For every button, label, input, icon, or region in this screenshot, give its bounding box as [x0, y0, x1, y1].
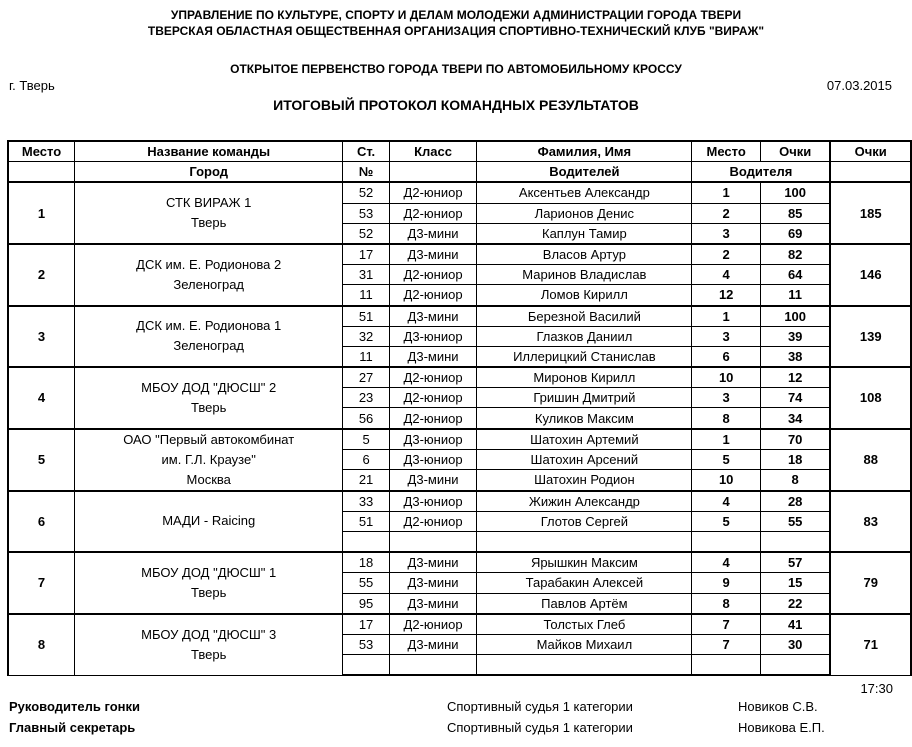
team-cell [75, 552, 343, 614]
col-start: Ст. [343, 141, 390, 162]
org-line-1: УПРАВЛЕНИЕ ПО КУЛЬТУРЕ, СПОРТУ И ДЕЛАМ МОЛОДЕЖИ АДМИНИСТРАЦИИ ГОРОДА ТВЕРИ [170, 8, 742, 22]
driver-place: 8 [692, 593, 760, 614]
driver-place [692, 655, 760, 676]
driver-number [343, 532, 390, 553]
driver-points: 15 [760, 573, 830, 593]
team-points: 71 [830, 614, 911, 676]
driver-name: Толстых Глеб [477, 614, 692, 635]
driver-class: Д3-мини [389, 573, 477, 593]
driver-number: 55 [343, 573, 390, 593]
team-name: ДСК им. Е. Родионова 2 [136, 256, 282, 272]
table-row [8, 614, 911, 635]
driver-points: 18 [760, 449, 830, 469]
table-row [8, 491, 911, 512]
driver-number: 32 [343, 326, 390, 346]
driver-number: 17 [343, 244, 390, 265]
driver-place: 8 [692, 408, 760, 429]
header-row-1 [8, 141, 911, 162]
driver-name: Маринов Владислав [477, 265, 692, 285]
col-class: Класс [389, 141, 477, 162]
team-name: СТК ВИРАЖ 1 [165, 195, 252, 211]
driver-name: Аксентьев Александр [477, 182, 692, 203]
driver-class: Д3-мини [389, 244, 477, 265]
team-city: Москва [186, 471, 231, 487]
driver-name: Куликов Максим [477, 408, 692, 429]
team-cell [75, 429, 343, 491]
table-header [8, 141, 911, 182]
col-points-sub [830, 162, 911, 183]
driver-class: Д2-юниор [389, 265, 477, 285]
driver-name: Ярышкин Максим [477, 552, 692, 573]
driver-place: 10 [692, 367, 760, 388]
driver-points: 38 [760, 346, 830, 367]
driver-name: Глазков Даниил [477, 326, 692, 346]
table-row [8, 429, 911, 450]
table-row [8, 552, 911, 573]
driver-points: 57 [760, 552, 830, 573]
driver-number: 51 [343, 511, 390, 531]
driver-place: 3 [692, 326, 760, 346]
driver-name: Иллерицкий Станислав [477, 346, 692, 367]
team-group [8, 614, 911, 676]
chief-secretary-role: Главный секретарь [9, 720, 136, 735]
driver-points: 8 [760, 470, 830, 491]
driver-number [343, 655, 390, 676]
team-place: 7 [8, 552, 75, 614]
driver-name [477, 655, 692, 676]
team-city: Зеленоград [173, 276, 245, 292]
driver-place: 4 [692, 491, 760, 512]
team-place: 2 [8, 244, 75, 306]
driver-place: 2 [692, 203, 760, 223]
driver-class: Д2-юниор [389, 408, 477, 429]
driver-class: Д3-юниор [389, 449, 477, 469]
driver-points: 12 [760, 367, 830, 388]
driver-points: 34 [760, 408, 830, 429]
table-row [8, 367, 911, 388]
driver-place: 3 [692, 388, 760, 408]
driver-name: Ларионов Денис [477, 203, 692, 223]
driver-class: Д3-мини [389, 223, 477, 244]
driver-points: 74 [760, 388, 830, 408]
driver-points: 55 [760, 511, 830, 531]
date-label: 07.03.2015 [826, 78, 892, 93]
driver-place: 10 [692, 470, 760, 491]
driver-class: Д2-юниор [389, 614, 477, 635]
team-group [8, 491, 911, 553]
driver-name [477, 532, 692, 553]
team-points: 79 [830, 552, 911, 614]
driver-points: 30 [760, 634, 830, 654]
team-place: 6 [8, 491, 75, 553]
driver-place: 4 [692, 552, 760, 573]
team-name: ОАО "Первый автокомбинат [123, 431, 295, 447]
driver-place: 1 [692, 429, 760, 450]
driver-points: 39 [760, 326, 830, 346]
driver-points: 22 [760, 593, 830, 614]
table-row [8, 244, 911, 265]
driver-name: Шатохин Арсений [477, 449, 692, 469]
driver-class: Д3-мини [389, 470, 477, 491]
driver-name: Березной Василий [477, 306, 692, 327]
driver-name: Тарабакин Алексей [477, 573, 692, 593]
team-group [8, 367, 911, 429]
results-table [7, 140, 912, 676]
document-title: ИТОГОВЫЙ ПРОТОКОЛ КОМАНДНЫХ РЕЗУЛЬТАТОВ [273, 97, 639, 113]
driver-class: Д2-юниор [389, 182, 477, 203]
driver-name: Глотов Сергей [477, 511, 692, 531]
col-team-name: Название команды [75, 141, 343, 162]
team-city: Тверь [191, 584, 227, 600]
team-place: 5 [8, 429, 75, 491]
team-name: МБОУ ДОД "ДЮСШ" 1 [141, 564, 277, 580]
team-group [8, 182, 911, 244]
team-city: Зеленоград [173, 338, 245, 354]
driver-place: 5 [692, 449, 760, 469]
team-cell [75, 244, 343, 306]
col-of-driver: Водителя [692, 162, 831, 183]
team-cell [75, 614, 343, 676]
team-points: 185 [830, 182, 911, 244]
driver-number: 52 [343, 182, 390, 203]
driver-number: 33 [343, 491, 390, 512]
driver-class [389, 655, 477, 676]
driver-place: 7 [692, 614, 760, 635]
driver-points: 69 [760, 223, 830, 244]
driver-name: Жижин Александр [477, 491, 692, 512]
driver-number: 53 [343, 203, 390, 223]
driver-name: Власов Артур [477, 244, 692, 265]
driver-name: Шатохин Артемий [477, 429, 692, 450]
team-points: 108 [830, 367, 911, 429]
driver-name: Шатохин Родион [477, 470, 692, 491]
col-number: № [343, 162, 390, 183]
driver-class: Д2-юниор [389, 511, 477, 531]
team-cell [75, 367, 343, 429]
team-group [8, 429, 911, 491]
driver-place: 2 [692, 244, 760, 265]
driver-class: Д3-юниор [389, 429, 477, 450]
race-director-role: Руководитель гонки [9, 699, 141, 714]
driver-number: 52 [343, 223, 390, 244]
team-group [8, 552, 911, 614]
driver-points: 11 [760, 285, 830, 306]
team-name-line2: им. Г.Л. Краузе" [161, 451, 256, 467]
driver-class: Д3-мини [389, 306, 477, 327]
header-row-2 [8, 162, 911, 183]
driver-place: 6 [692, 346, 760, 367]
driver-number: 18 [343, 552, 390, 573]
driver-points: 85 [760, 203, 830, 223]
driver-points: 41 [760, 614, 830, 635]
team-points: 88 [830, 429, 911, 491]
city-label: г. Тверь [9, 78, 55, 93]
driver-points: 64 [760, 265, 830, 285]
col-place-sub [8, 162, 75, 183]
driver-number: 17 [343, 614, 390, 635]
driver-number: 21 [343, 470, 390, 491]
driver-place: 3 [692, 223, 760, 244]
driver-number: 11 [343, 285, 390, 306]
driver-number: 51 [343, 306, 390, 327]
driver-name: Павлов Артём [477, 593, 692, 614]
col-driver-name: Фамилия, Имя [477, 141, 692, 162]
driver-class: Д2-юниор [389, 285, 477, 306]
team-name: МАДИ - Raicing [162, 513, 256, 529]
team-city: Тверь [191, 399, 227, 415]
driver-class: Д3-мини [389, 346, 477, 367]
driver-points: 100 [760, 182, 830, 203]
table-row [8, 306, 911, 327]
team-cell [75, 306, 343, 368]
driver-number: 6 [343, 449, 390, 469]
team-group [8, 306, 911, 368]
driver-points: 28 [760, 491, 830, 512]
driver-points [760, 655, 830, 676]
table-row [8, 182, 911, 203]
race-director-category: Спортивный судья 1 категории [447, 699, 633, 714]
team-points: 146 [830, 244, 911, 306]
event-title: ОТКРЫТОЕ ПЕРВЕНСТВО ГОРОДА ТВЕРИ ПО АВТОМОБИЛЬНОМУ КРОССУ [230, 62, 682, 76]
driver-place: 12 [692, 285, 760, 306]
driver-number: 95 [343, 593, 390, 614]
driver-place: 4 [692, 265, 760, 285]
finish-time: 17:30 [860, 681, 893, 696]
chief-secretary-name: Новикова Е.П. [738, 720, 825, 735]
driver-class: Д2-юниор [389, 203, 477, 223]
driver-place: 1 [692, 306, 760, 327]
driver-number: 5 [343, 429, 390, 450]
driver-class: Д3-юниор [389, 491, 477, 512]
driver-points: 100 [760, 306, 830, 327]
driver-points [760, 532, 830, 553]
driver-place [692, 532, 760, 553]
team-place: 8 [8, 614, 75, 676]
driver-points: 70 [760, 429, 830, 450]
driver-class: Д3-мини [389, 552, 477, 573]
driver-points: 82 [760, 244, 830, 265]
driver-class: Д2-юниор [389, 367, 477, 388]
chief-secretary-category: Спортивный судья 1 категории [447, 720, 633, 735]
driver-place: 5 [692, 511, 760, 531]
col-drivers: Водителей [477, 162, 692, 183]
col-city: Город [75, 162, 343, 183]
team-points: 139 [830, 306, 911, 368]
driver-class: Д2-юниор [389, 388, 477, 408]
col-class-sub [389, 162, 477, 183]
driver-class: Д3-юниор [389, 326, 477, 346]
team-name: МБОУ ДОД "ДЮСШ" 3 [141, 626, 277, 642]
driver-class: Д3-мини [389, 634, 477, 654]
driver-class [389, 532, 477, 553]
col-driver-points: Очки [760, 141, 830, 162]
team-place: 3 [8, 306, 75, 368]
team-city: Тверь [191, 215, 227, 231]
team-name: ДСК им. Е. Родионова 1 [136, 318, 282, 334]
col-place: Место [8, 141, 75, 162]
driver-name: Гришин Дмитрий [477, 388, 692, 408]
driver-number: 11 [343, 346, 390, 367]
driver-number: 31 [343, 265, 390, 285]
driver-name: Майков Михаил [477, 634, 692, 654]
driver-class: Д3-мини [389, 593, 477, 614]
col-driver-place: Место [692, 141, 760, 162]
driver-number: 53 [343, 634, 390, 654]
driver-place: 9 [692, 573, 760, 593]
team-points: 83 [830, 491, 911, 553]
team-place: 4 [8, 367, 75, 429]
driver-number: 56 [343, 408, 390, 429]
driver-name: Ломов Кирилл [477, 285, 692, 306]
driver-number: 27 [343, 367, 390, 388]
team-cell [75, 182, 343, 244]
team-group [8, 244, 911, 306]
team-cell [75, 491, 343, 553]
team-city: Тверь [191, 646, 227, 662]
driver-name: Каплун Тамир [477, 223, 692, 244]
driver-number: 23 [343, 388, 390, 408]
driver-name: Миронов Кирилл [477, 367, 692, 388]
driver-place: 1 [692, 182, 760, 203]
race-director-name: Новиков С.В. [738, 699, 818, 714]
team-name: МБОУ ДОД "ДЮСШ" 2 [141, 379, 277, 395]
team-place: 1 [8, 182, 75, 244]
org-line-2: ТВЕРСКАЯ ОБЛАСТНАЯ ОБЩЕСТВЕННАЯ ОРГАНИЗАЦИЯ СПОРТИВНО-ТЕХНИЧЕСКИЙ КЛУБ "ВИРАЖ" [147, 24, 765, 38]
driver-place: 7 [692, 634, 760, 654]
col-points: Очки [830, 141, 911, 162]
